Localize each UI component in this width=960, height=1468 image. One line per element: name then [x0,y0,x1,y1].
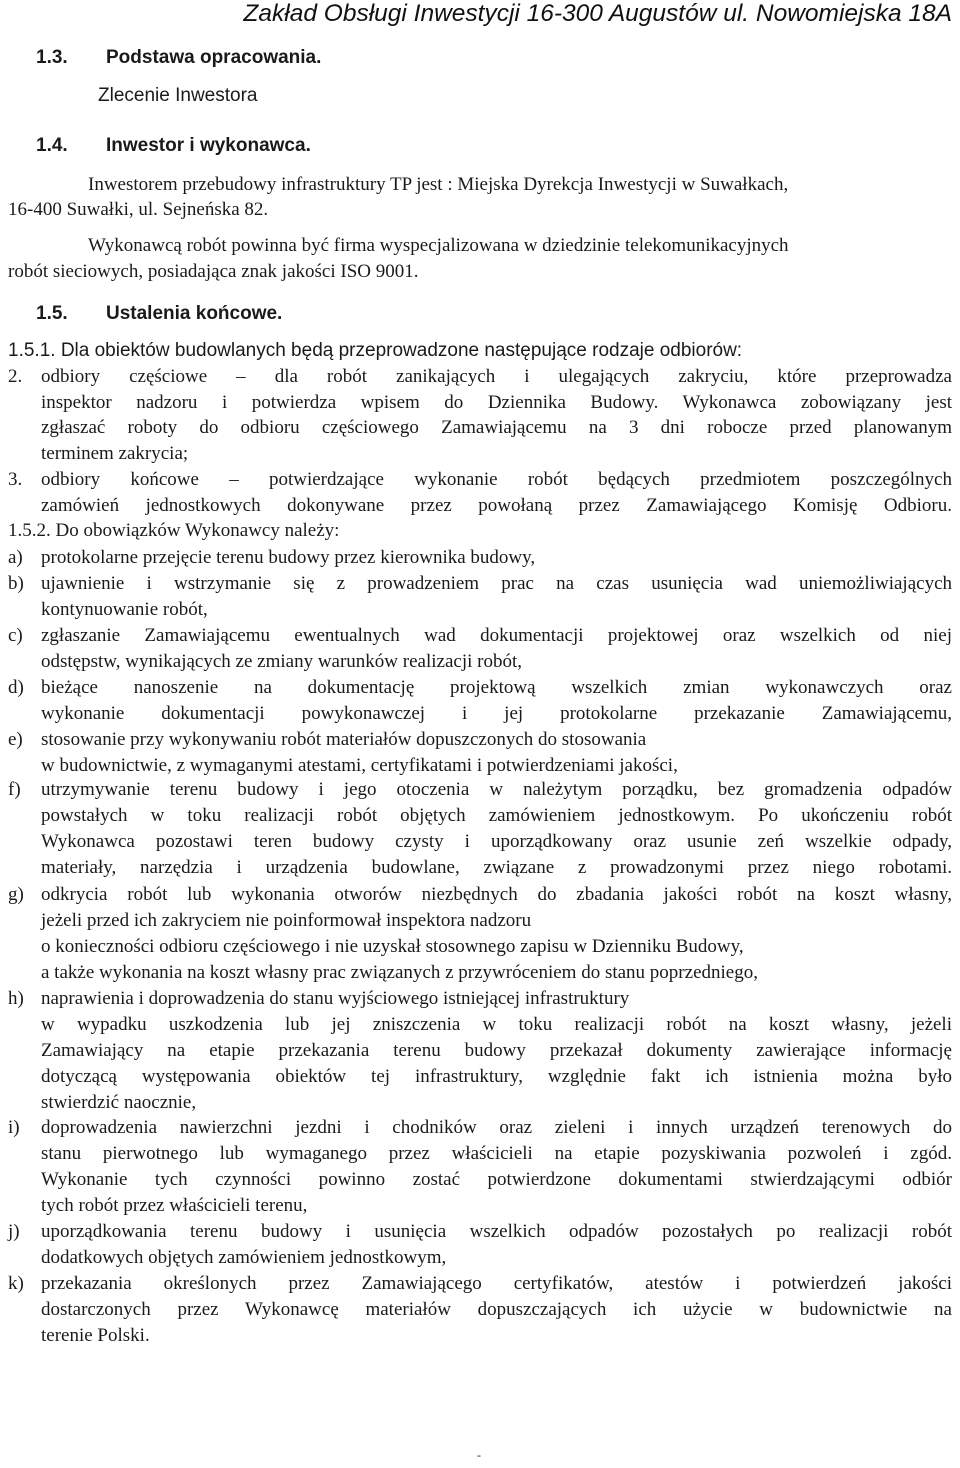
subsection-heading: 1.5.2. Do obowiązków Wykonawcy należy: [8,520,340,541]
section-number: 1.5. [36,303,68,324]
item-line: odbiory końcowe – potwierdzające wykonanie robót będących przedmiotem poszczególnych [41,469,952,490]
list-item-line: kontynuowanie robót, [41,599,208,620]
list-item-label: k) [8,1273,24,1294]
list-item-line: w budownictwie, z wymaganymi atestami, certyfikatami i potwierdzeniami jakości, [41,755,678,776]
list-item-line: Wykonawca pozostawi teren budowy czysty i uporządkowany oraz usunie zeń wszelkie odpady, [41,831,952,852]
paragraph-line: robót sieciowych, posiadająca znak jakości ISO 9001. [8,261,419,282]
list-item-line: stosowanie przy wykonywaniu robót materiałów dopuszczonych do stosowania [41,729,647,750]
list-item-line: wykonanie dokumentacji powykonawczej i jej protokolarne przekazanie Zamawiającemu, [41,703,952,724]
list-item-line: protokolarne przejęcie terenu budowy przez kierownika budowy, [41,547,536,568]
list-item-line: dotyczącą występowania obiektów tej infrastruktury, względnie fakt ich istnienia można było [41,1066,952,1087]
item-line: odbiory częściowe – dla robót zanikających i ulegających zakryciu, które przeprowadza [41,366,952,387]
list-item-line: utrzymywanie terenu budowy i jego otoczenia w należytym porządku, bez gromadzenia odpadów [41,779,952,800]
list-item-label: a) [8,547,23,568]
list-item-label: j) [8,1221,20,1242]
list-item-line: o konieczności odbioru częściowego i nie uzyskał stosownego zapisu w Dzienniku Budowy, [41,936,744,957]
subsection-heading: 1.5.1. Dla obiektów budowlanych będą przeprowadzone następujące rodzaje odbiorów: [8,340,743,361]
item-line: inspektor nadzoru i potwierdza wpisem do Dziennika Budowy. Wykonawca zobowiązany jest [41,391,952,413]
list-item-line: materiały, narzędzia i urządzenia budowlane, związane z prowadzonymi przez niego robotami. [41,857,952,878]
item-line: zgłaszać roboty do odbioru częściowego Zamawiającemu na 3 dni robocze przed planowanym [41,417,952,438]
paragraph-line: Inwestorem przebudowy infrastruktury TP jest : Miejska Dyrekcja Inwestycji w Suwałkach, [88,174,789,195]
list-item-line: stwierdzić naocznie, [41,1092,197,1113]
item-label: 3. [8,469,23,490]
list-item-line: przekazania określonych przez Zamawiającego certyfikatów, atestów i potwierdzeń jakości [41,1273,952,1294]
list-item-label: f) [8,779,21,800]
list-item-line: naprawienia i doprowadzenia do stanu wyjściowego istniejącej infrastruktury [41,988,630,1009]
list-item-line: stanu pierwotnego lub wymaganego przez właścicieli na etapie pozyskiwania pozwoleń i zgód. [41,1143,952,1164]
item-line: zamówień jednostkowych dokonywane przez powołaną przez Zamawiającego Komisję Odbioru. [41,494,952,516]
list-item-line: powstałych w toku realizacji robót objętych zamówieniem jednostkowym. Po ukończeniu robót [41,805,952,826]
list-item-line: doprowadzenia nawierzchni jezdni i chodników oraz zieleni i innych urządzeń terenowych do [41,1117,952,1138]
list-item-line: dodatkowych objętych zamówieniem jednostkowym, [41,1247,447,1268]
paragraph: Zlecenie Inwestora [98,85,258,106]
list-item-line: terenie Polski. [41,1325,150,1346]
item-label: 2. [8,366,23,387]
list-item-line: zgłaszanie Zamawiającemu ewentualnych wad dokumentacji projektowej oraz wszelkich od niej [41,625,952,646]
section-title: Podstawa opracowania. [106,47,322,68]
paragraph-line: 16-400 Suwałki, ul. Sejneńska 82. [8,199,269,220]
list-item-line: Zamawiający na etapie przekazania terenu budowy przekazał dokumenty zawierające informację [41,1040,952,1061]
list-item-label: g) [8,884,24,905]
footer-mark: - [477,1448,481,1462]
list-item-line: bieżące nanoszenie na dokumentację projektową wszelkich zmian wykonawczych oraz [41,677,952,698]
list-item-line: tych robót przez właścicieli terenu, [41,1195,308,1216]
list-item-line: a także wykonania na koszt własny prac związanych z przywróceniem do stanu poprzedniego, [41,962,758,983]
list-item-label: b) [8,573,24,594]
list-item-line: w wypadku uszkodzenia lub jej zniszczenia w toku realizacji robót na koszt własny, jeżeli [41,1014,952,1035]
page-header: Zakład Obsługi Inwestycji 16-300 Augustów ul. Nowomiejska 18A [243,0,952,27]
paragraph-line: Wykonawcą robót powinna być firma wyspecjalizowana w dziedzinie telekomunikacyjnych [88,235,789,256]
section-number: 1.4. [36,135,68,156]
section-number: 1.3. [36,47,68,68]
list-item-label: h) [8,988,24,1009]
section-title: Ustalenia końcowe. [106,303,283,324]
list-item-label: i) [8,1117,20,1138]
list-item-line: dostarczonych przez Wykonawcę materiałów dopuszczających ich użycie w budownictwie na [41,1299,952,1320]
item-line: terminem zakrycia; [41,442,189,464]
list-item-label: d) [8,677,24,698]
list-item-label: c) [8,625,23,646]
list-item-line: odstępstw, wynikających ze zmiany warunków realizacji robót, [41,651,522,672]
section-title: Inwestor i wykonawca. [106,135,311,156]
list-item-line: uporządkowania terenu budowy i usunięcia wszelkich odpadów pozostałych po realizacji robót [41,1221,952,1242]
list-item-line: odkrycia robót lub wykonania otworów niezbędnych do zbadania jakości robót na koszt własny, [41,884,952,905]
list-item-line: Wykonanie tych czynności powinno zostać potwierdzone dokumentami stwierdzającymi odbiór [41,1169,952,1190]
list-item-label: e) [8,729,23,750]
list-item-line: ujawnienie i wstrzymanie się z prowadzeniem prac na czas usunięcia wad uniemożliwiających [41,573,952,594]
list-item-line: jeżeli przed ich zakryciem nie poinformował inspektora nadzoru [41,910,532,931]
